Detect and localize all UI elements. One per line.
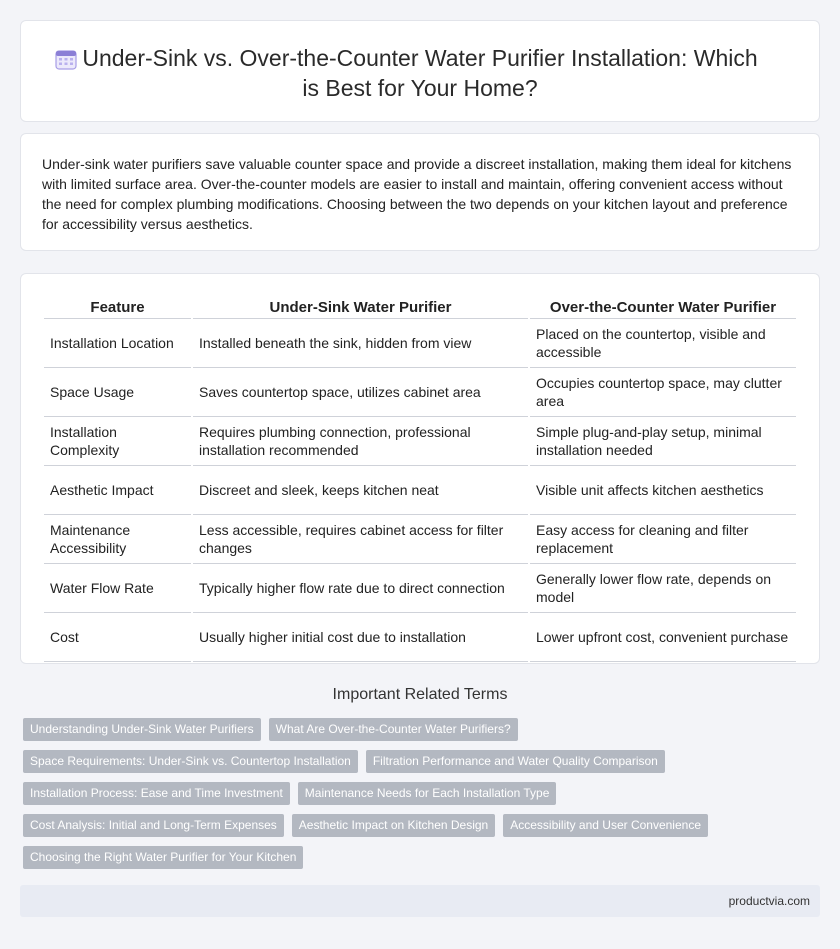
table-cell: Easy access for cleaning and filter replacement [530, 515, 796, 564]
table-cell: Less accessible, requires cabinet access for filter changes [193, 515, 528, 564]
table-cell: Discreet and sleek, keeps kitchen neat [193, 466, 528, 515]
table-cell: Cost [44, 613, 191, 662]
table-row [44, 466, 796, 515]
table-row [44, 319, 796, 368]
related-term-tag[interactable]: Filtration Performance and Water Quality Comparison [366, 750, 665, 773]
related-term-tag[interactable]: Installation Process: Ease and Time Investment [23, 782, 290, 805]
table-cell: Requires plumbing connection, professional installation recommended [193, 417, 528, 466]
footer-site-link[interactable]: productvia.com [728, 894, 810, 908]
comparison-table [42, 293, 798, 662]
table-cell: Usually higher initial cost due to installation [193, 613, 528, 662]
table-cell: Visible unit affects kitchen aesthetics [530, 466, 796, 515]
table-cell: Installation Complexity [44, 417, 191, 466]
related-term-tag[interactable]: Space Requirements: Under-Sink vs. Countertop Installation [23, 750, 358, 773]
related-term-tag[interactable]: What Are Over-the-Counter Water Purifiers? [269, 718, 518, 741]
table-cell: Water Flow Rate [44, 564, 191, 613]
table-cell: Simple plug-and-play setup, minimal installation needed [530, 417, 796, 466]
table-cell: Aesthetic Impact [44, 466, 191, 515]
table-cell: Typically higher flow rate due to direct connection [193, 564, 528, 613]
related-term-tag[interactable]: Understanding Under-Sink Water Purifiers [23, 718, 261, 741]
table-row [44, 515, 796, 564]
footer [20, 885, 820, 917]
related-term-tag[interactable]: Maintenance Needs for Each Installation Type [298, 782, 557, 805]
related-terms-heading: Important Related Terms [332, 686, 508, 703]
table-cell: Maintenance Accessibility [44, 515, 191, 564]
table-row [44, 417, 796, 466]
title-card [20, 20, 820, 122]
related-term-tag[interactable]: Choosing the Right Water Purifier for Your Kitchen [23, 846, 303, 869]
related-term-tag[interactable]: Aesthetic Impact on Kitchen Design [292, 814, 495, 837]
table-cell: Space Usage [44, 368, 191, 417]
related-term-tag[interactable]: Cost Analysis: Initial and Long-Term Expenses [23, 814, 284, 837]
table-row [44, 368, 796, 417]
table-row [44, 564, 796, 613]
table-cell: Occupies countertop space, may clutter area [530, 368, 796, 417]
table-cell: Saves countertop space, utilizes cabinet area [193, 368, 528, 417]
table-header-row [44, 293, 796, 319]
header-feature: Feature [44, 293, 191, 319]
page-title: Under-Sink vs. Over-the-Counter Water Purifier Installation: Which is Best for Your Home? [82, 45, 758, 101]
table-cell: Installed beneath the sink, hidden from view [193, 319, 528, 368]
header-over-counter: Over-the-Counter Water Purifier [530, 293, 796, 319]
table-cell: Placed on the countertop, visible and accessible [530, 319, 796, 368]
table-cell: Generally lower flow rate, depends on model [530, 564, 796, 613]
intro-paragraph: Under-sink water purifiers save valuable counter space and provide a discreet installation, making them ideal for kitchens with limited surface area. Over-the-counter models are easier to install and maintain, offering convenient access without the need for complex plumbing modifications. Choosing between the two depends on your kitchen layout and preference for accessibility versus aesthetics. [42, 156, 792, 232]
table-cell: Installation Location [44, 319, 191, 368]
header-under-sink: Under-Sink Water Purifier [193, 293, 528, 319]
table-row [44, 613, 796, 662]
intro-card [20, 133, 820, 251]
related-terms-list [23, 718, 723, 869]
table-cell: Lower upfront cost, convenient purchase [530, 613, 796, 662]
related-term-tag[interactable]: Accessibility and User Convenience [503, 814, 708, 837]
comparison-card [20, 273, 820, 664]
